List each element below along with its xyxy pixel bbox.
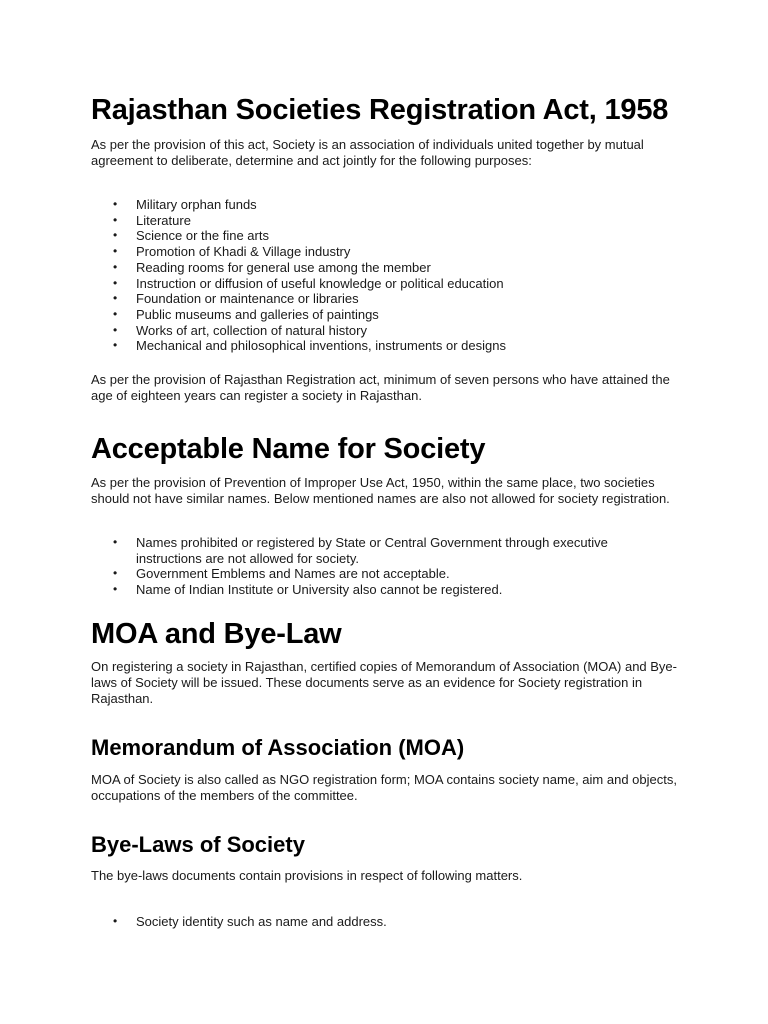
list-item: • Science or the fine arts <box>91 228 691 244</box>
byelaws-paragraph: The bye-laws documents contain provisions in respect of following matters. <box>91 868 523 883</box>
list-item: • Reading rooms for general use among the member <box>91 260 691 276</box>
byelaws-matters-list <box>91 914 691 930</box>
list-item: • Society identity such as name and address. <box>91 914 691 930</box>
list-item: • Instruction or diffusion of useful knowledge or political education <box>91 276 691 292</box>
list-item: • Public museums and galleries of paintings <box>91 307 691 323</box>
name-rules-list <box>91 535 651 598</box>
list-item: • Government Emblems and Names are not acceptable. <box>91 566 651 582</box>
act-outro-paragraph: As per the provision of Rajasthan Registration act, minimum of seven persons who have attained the age of eighteen years can register a society in Rajasthan. <box>91 372 670 403</box>
purposes-list <box>91 197 691 354</box>
list-item: • Military orphan funds <box>91 197 691 213</box>
list-item: • Works of art, collection of natural history <box>91 323 691 339</box>
name-heading: Acceptable Name for Society <box>91 433 486 465</box>
list-item: • Literature <box>91 213 691 229</box>
list-item: • Promotion of Khadi & Village industry <box>91 244 691 260</box>
act-heading: Rajasthan Societies Registration Act, 1958 <box>91 94 669 126</box>
list-item: • Names prohibited or registered by State or Central Government through executive instructions are not allowed for society. <box>91 535 651 566</box>
moa-bye-heading: MOA and Bye-Law <box>91 618 342 650</box>
act-intro-paragraph: As per the provision of this act, Society is an association of individuals united together by mutual agreement to deliberate, determine and act jointly for the following purposes: <box>91 137 644 168</box>
byelaws-heading: Bye-Laws of Society <box>91 832 305 857</box>
list-item: • Foundation or maintenance or libraries <box>91 291 691 307</box>
moa-bye-paragraph: On registering a society in Rajasthan, certified copies of Memorandum of Association (MOA) and Bye-laws of Society will be issued. These documents serve as an evidence for Society registration in Rajasthan. <box>91 659 677 706</box>
moa-paragraph: MOA of Society is also called as NGO registration form; MOA contains society name, aim and objects, occupations of the members of the committee. <box>91 772 677 803</box>
moa-heading: Memorandum of Association (MOA) <box>91 735 465 760</box>
list-item: • Mechanical and philosophical inventions, instruments or designs <box>91 338 691 354</box>
name-intro-paragraph: As per the provision of Prevention of Improper Use Act, 1950, within the same place, two societies should not have similar names. Below mentioned names are also not allowed for society registration. <box>91 475 670 506</box>
list-item: • Name of Indian Institute or University also cannot be registered. <box>91 582 651 598</box>
